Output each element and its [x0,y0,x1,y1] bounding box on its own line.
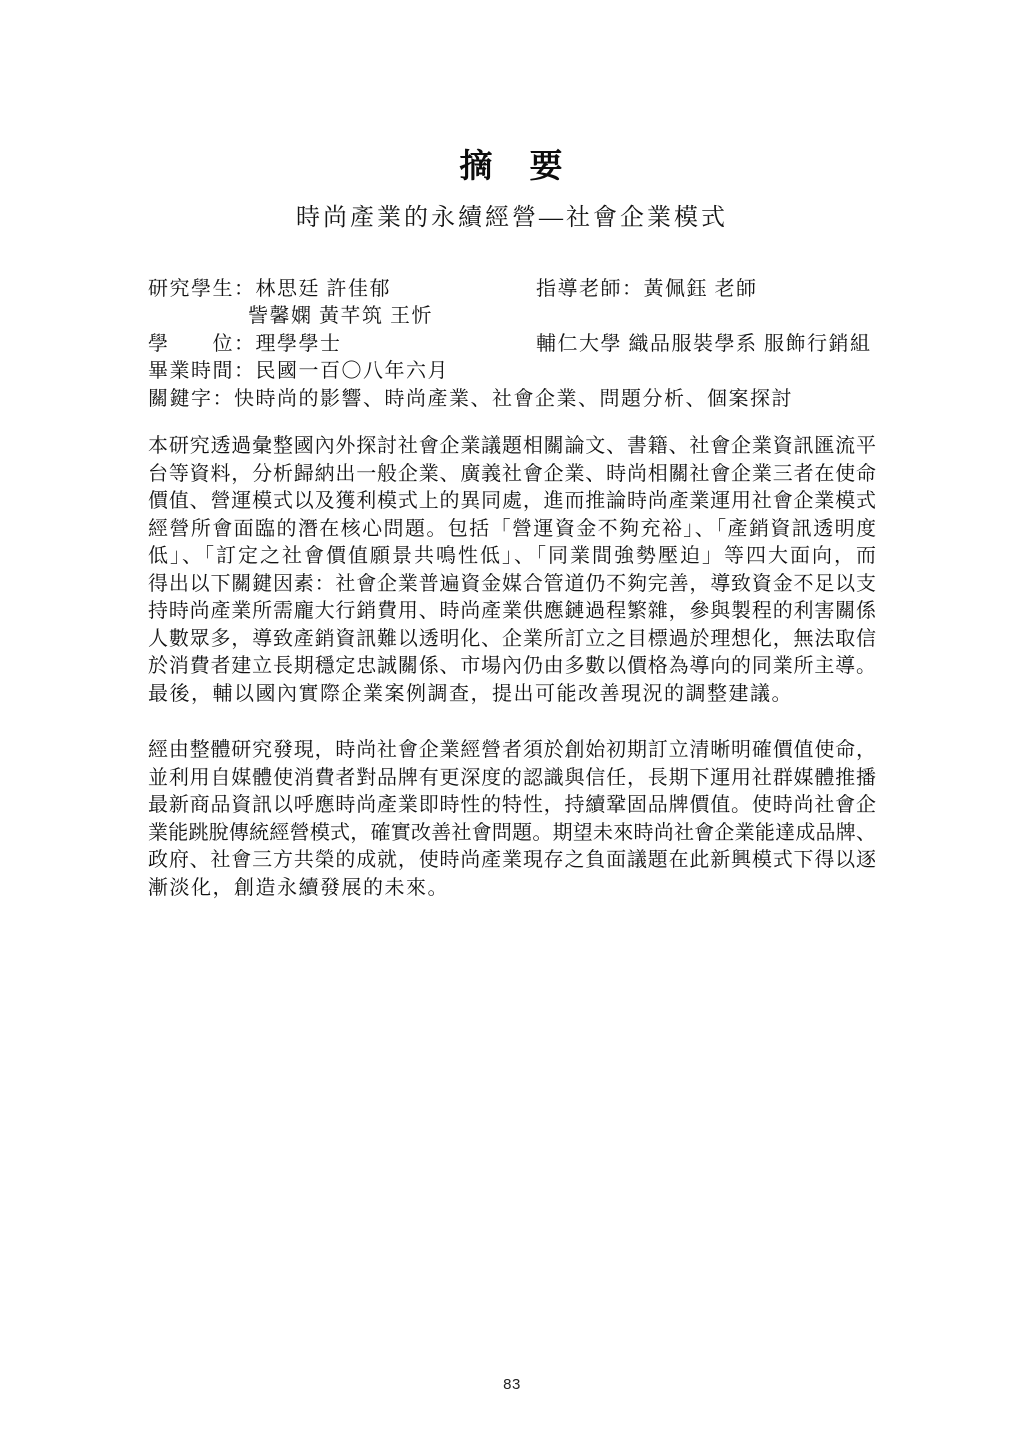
paragraph2-line: 經由整體研究發現，時尚社會企業經營者須於創始初期訂立清晰明確價值使命， [148,739,876,761]
paragraph1-line: 人數眾多，導致產銷資訊難以透明化、企業所訂立之目標過於理想化，無法取信 [148,627,876,650]
paragraph1-line: 本研究透過彙整國內外探討社會企業議題相關論文、書籍、社會企業資訊匯流平 [148,435,876,457]
paragraph2-line: 最新商品資訊以呼應時尚產業即時性的特性，持續鞏固品牌價值。使時尚社會企 [148,794,876,816]
students-line2-value: 訾馨嫻 黃芊筑 王忻 [248,305,433,328]
graduation-label-value: 畢業時間：民國一百〇八年六月 [148,360,449,383]
paragraph1-line: 價值、營運模式以及獲利模式上的異同處，進而推論時尚產業運用社會企業模式 [148,490,876,512]
paragraph1-line: 於消費者建立長期穩定忠誠關係、市場內仍由多數以價格為導向的同業所主導。 [148,655,876,677]
paragraph1-line: 台等資料，分析歸納出一般企業、廣義社會企業、時尚相關社會企業三者在使命 [148,462,876,485]
advisor-label-value: 指導老師：黃佩鈺 老師 [536,278,758,300]
meta-row-graduation [148,358,876,385]
paragraph1-line: 低」、「訂定之社會價值願景共鳴性低」、「同業間強勢壓迫」等四大面向，而 [148,545,876,567]
meta-row-students-2 [148,303,876,330]
paragraph1-line: 最後，輔以國內實際企業案例調查，提出可能改善現況的調整建議。 [148,682,793,705]
thesis-metadata [148,276,876,413]
degree-label-value: 學 位：理學學士 [148,332,342,355]
paragraph2-line: 並利用自媒體使消費者對品牌有更深度的認識與信任，長期下運用社群媒體推播 [148,766,876,789]
paragraph2-line: 業能跳脫傳統經營模式，確實改善社會問題。期望未來時尚社會企業能達成品牌、 [148,821,876,844]
meta-row-keywords [148,386,876,413]
paragraph1-line: 經營所會面臨的潛在核心問題。包括「營運資金不夠充裕」、「產銷資訊透明度 [148,517,876,540]
thesis-subtitle: 時尚產業的永續經營—社會企業模式 [296,205,728,231]
abstract-paragraph-2 [148,737,876,902]
meta-row-degree [148,331,876,358]
meta-row-students [148,276,876,303]
paragraph1-line: 得出以下關鍵因素：社會企業普遍資金媒合管道仍不夠完善，導致資金不足以支 [148,572,876,595]
paragraph2-line: 政府、社會三方共榮的成就，使時尚產業現存之負面議題在此新興模式下得以逐 [148,849,876,871]
paragraph2-line: 漸淡化，創造永續發展的未來。 [148,876,449,899]
paragraph1-line: 持時尚產業所需龐大行銷費用、時尚產業供應鏈過程繁雜，參與製程的利害關係 [148,600,876,622]
abstract-paragraph-1 [148,433,876,708]
students-label-value: 研究學生：林思廷 許佳郁 [148,278,391,300]
page-number: 83 [503,1376,521,1393]
affiliation-value: 輔仁大學 織品服裝學系 服飾行銷組 [536,332,872,355]
page-title: 摘 要 [459,149,565,185]
keywords-label-value: 關鍵字：快時尚的影響、時尚產業、社會企業、問題分析、個案探討 [148,387,793,410]
